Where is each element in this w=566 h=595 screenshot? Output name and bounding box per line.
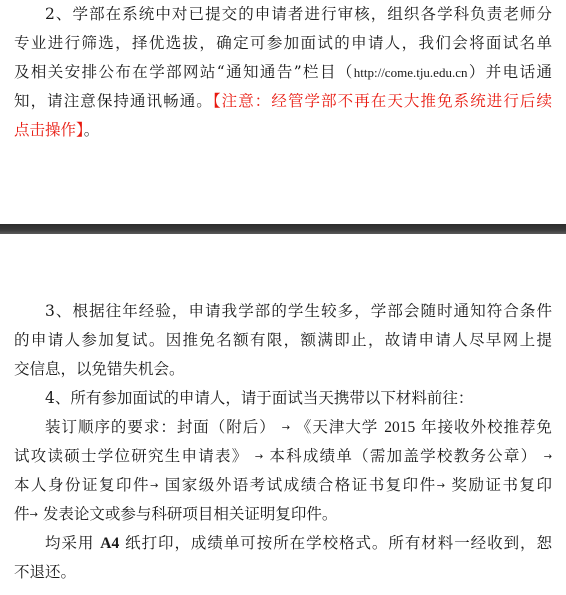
paragraph-4-line-4: 本人身份证复印件→ 国家级外语考试成绩合格证书复印件→ 奖励证书复印 <box>14 476 552 494</box>
website-url: http://come.tju.edu.cn <box>353 65 468 80</box>
arrow-icon: → <box>436 480 446 492</box>
arrow-icon: → <box>29 509 38 521</box>
arrow-icon: → <box>543 451 552 463</box>
page-divider-bar <box>0 224 566 234</box>
bottom-document-section <box>14 297 552 587</box>
arrow-icon: → <box>281 422 290 434</box>
paragraph-2-line-1: 2、学部在系统中对已提交的申请者进行审核，组织各学科负责老师分 <box>45 5 552 23</box>
red-notice-part-1: 【注意：经管学部不再在天大推免系统进行后续 <box>212 92 552 110</box>
paragraph-2-line-5: 点击操作】。 <box>14 121 100 139</box>
paragraph-3-line-1: 3、根据往年经验，申请我学部的学生较多，学部会随时通知符合条件 <box>45 302 552 320</box>
top-document-section <box>14 0 552 145</box>
paragraph-3-line-2: 的申请人参加复试。因推免名额有限，额满即止，故请申请人尽早网上提 <box>14 331 552 349</box>
paragraph-4-line-1: 4、所有参加面试的申请人，请于面试当天携带以下材料前往： <box>45 389 474 407</box>
paragraph-2-line-2: 专业进行筛选，择优选拔，确定可参加面试的申请人，我们会将面试名单 <box>14 34 552 52</box>
arrow-icon: → <box>254 451 264 463</box>
paragraph-2-line-4: 知，请注意保持通讯畅通。【注意：经管学部不再在天大推免系统进行后续 <box>14 92 552 110</box>
red-notice-part-2: 点击操作】 <box>14 121 84 139</box>
paragraph-5-line-2: 不退还。 <box>14 563 77 581</box>
paragraph-3-line-3: 交信息，以免错失机会。 <box>14 360 185 378</box>
paragraph-2-line-3: 及相关安排公布在学部网站“通知通告”栏目（http://come.tju.edu.cn）并电话通 <box>14 63 552 81</box>
paragraph-5-line-1: 均采用 A4 纸打印，成绩单可按所在学校格式。所有材料一经收到，恕 <box>45 534 552 552</box>
paragraph-4-line-2: 装订顺序的要求：封面（附后） → 《天津大学 2015 年接收外校推荐免 <box>45 418 552 436</box>
paragraph-4-line-5: 件→ 发表论文或参与科研项目相关证明复印件。 <box>14 505 338 523</box>
arrow-icon: → <box>149 480 159 492</box>
paragraph-4-line-3: 试攻读硕士学位研究生申请表》 → 本科成绩单（需加盖学校教务公章） → <box>14 447 552 465</box>
